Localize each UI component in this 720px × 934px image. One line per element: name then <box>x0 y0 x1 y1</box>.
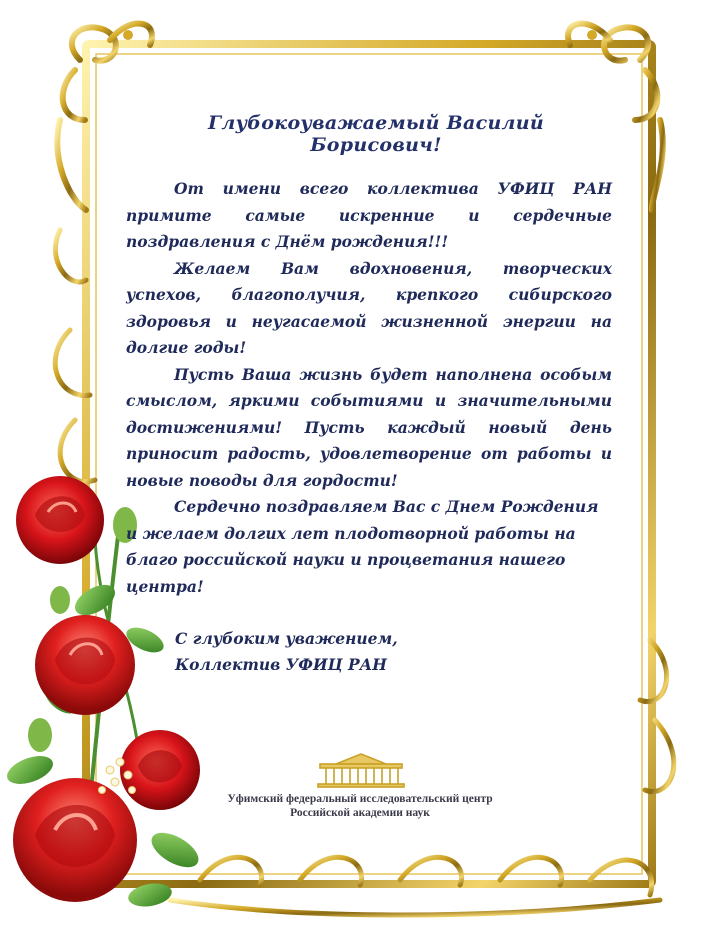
organization-name <box>200 792 520 820</box>
paragraph-4: Сердечно поздравляем Вас с Днем Рождения и желаем долгих лет плодотворной работы на благо российской науки и процветания нашего центра! <box>126 497 599 596</box>
org-line-2: Российской академии наук <box>290 807 430 819</box>
paragraph-2: Желаем Вам вдохновения, творческих успехов, благополучия, крепкого сибирского здоровья и неугасаемой жизненной энергии на долгие годы! <box>126 258 612 357</box>
side-ornament-right <box>640 640 674 792</box>
paragraph-3: Пусть Ваша жизнь будет наполнена особым смыслом, яркими событиями и значительными достижениями! Пусть каждый новый день приносит радость, удовлетворение от работы и новые поводы для гордости! <box>126 364 612 490</box>
signature-line-1: С глубоким уважением, <box>175 629 398 648</box>
paragraph-1: От имени всего коллектива УФИЦ РАН примите самые искренние и сердечные поздравления с Днём рождения!!! <box>126 179 612 251</box>
greeting-heading: Глубокоуважаемый Василий Борисович! <box>208 112 544 156</box>
letter-body <box>126 112 612 600</box>
org-line-1: Уфимский федеральный исследовательский центр <box>227 793 493 805</box>
signature-block <box>175 626 398 678</box>
signature-line-2: Коллектив УФИЦ РАН <box>175 655 387 674</box>
building-logo-icon <box>316 752 406 788</box>
